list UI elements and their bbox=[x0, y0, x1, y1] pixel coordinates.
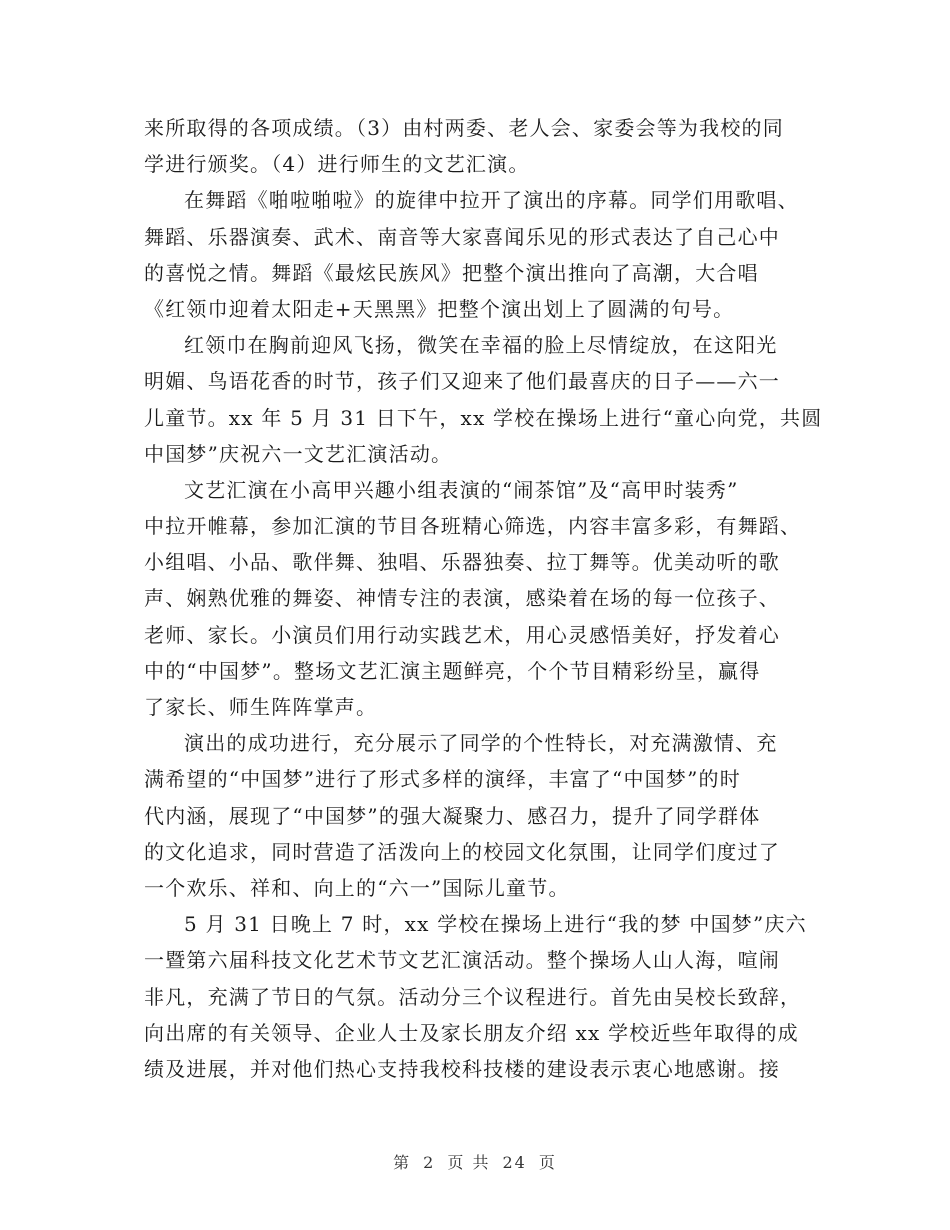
text-line: 一个欢乐、祥和、向上的“六一”国际儿童节。 bbox=[144, 875, 570, 900]
paragraph-start-line: 演出的成功进行，充分展示了同学的个性特长，对充满激情、充 bbox=[184, 731, 778, 756]
text-line: 了家长、师生阵阵掌声。 bbox=[144, 695, 378, 719]
text-line: 绩及进展，并对他们热心支持我校科技楼的建设表示衷心地感谢。接 bbox=[144, 1056, 780, 1081]
footer-suffix: 页 bbox=[538, 1153, 557, 1172]
text-line: 满希望的“中国梦”进行了形式多样的演绎，丰富了“中国梦”的时 bbox=[144, 767, 741, 792]
text-line: 中的“中国梦”。整场文艺汇演主题鲜亮，个个节目精彩纷呈，赢得 bbox=[144, 658, 761, 683]
page-footer bbox=[0, 1150, 950, 1173]
text-line: 的文化追求，同时营造了活泼向上的校园文化氛围，让同学们度过了 bbox=[144, 839, 780, 864]
page-number: 2 bbox=[423, 1153, 436, 1172]
text-line: 老师、家长。小演员们用行动实践艺术，用心灵感悟美好，抒发着心 bbox=[144, 622, 780, 647]
paragraph-start-line: 红领巾在胸前迎风飞扬，微笑在幸福的脸上尽情绽放，在这阳光 bbox=[184, 333, 778, 358]
text-line: 明媚、鸟语花香的时节，孩子们又迎来了他们最喜庆的日子——六一 bbox=[144, 369, 780, 394]
footer-middle: 页 共 bbox=[447, 1153, 491, 1172]
text-line: 小组唱、小品、歌伴舞、独唱、乐器独奏、拉丁舞等。优美动听的歌 bbox=[144, 550, 780, 575]
text-line: 《红领巾迎着太阳走+天黑黑》把整个演出划上了圆满的句号。 bbox=[144, 296, 735, 321]
body-text bbox=[144, 110, 823, 1087]
paragraph-start-line: 文艺汇演在小高甲兴趣小组表演的“闹茶馆”及“高甲时装秀” bbox=[184, 477, 739, 502]
text-line: 的喜悦之情。舞蹈《最炫民族风》把整个演出推向了高潮，大合唱 bbox=[144, 260, 759, 285]
footer-prefix: 第 bbox=[393, 1153, 412, 1172]
text-line: 代内涵，展现了“中国梦”的强大凝聚力、感召力，提升了同学群体 bbox=[144, 803, 761, 828]
text-line: 中拉开帷幕，参加汇演的节目各班精心筛选，内容丰富多彩，有舞蹈、 bbox=[144, 514, 802, 539]
text-line: 向出席的有关领导、企业人士及家长朋友介绍 xx 学校近些年取得的成 bbox=[144, 1020, 799, 1045]
paragraph-start-line: 5 月 31 日晚上 7 时，xx 学校在操场上进行“我的梦 中国梦”庆六 bbox=[184, 912, 807, 937]
text-line: 来所取得的各项成绩。（3）由村两委、老人会、家委会等为我校的同 bbox=[144, 116, 784, 140]
text-line: 中国梦”庆祝六一文艺汇演活动。 bbox=[144, 441, 453, 466]
total-pages: 24 bbox=[502, 1153, 527, 1172]
text-line: 舞蹈、乐器演奏、武术、南音等大家喜闻乐见的形式表达了自己心中 bbox=[144, 224, 780, 249]
text-line: 儿童节。xx 年 5 月 31 日下午，xx 学校在操场上进行“童心向党，共圆 bbox=[144, 405, 823, 430]
text-line: 一暨第六届科技文化艺术节文艺汇演活动。整个操场人山人海，喧闹 bbox=[144, 948, 780, 973]
text-line: 学进行颁奖。（4）进行师生的文艺汇演。 bbox=[144, 152, 530, 177]
paragraph-start-line: 在舞蹈《啪啦啪啦》的旋律中拉开了演出的序幕。同学们用歌唱、 bbox=[184, 188, 799, 213]
text-line: 非凡，充满了节日的气氛。活动分三个议程进行。首先由吴校长致辞， bbox=[144, 984, 802, 1009]
text-line: 声、娴熟优雅的舞姿、神情专注的表演，感染着在场的每一位孩子、 bbox=[144, 586, 780, 611]
